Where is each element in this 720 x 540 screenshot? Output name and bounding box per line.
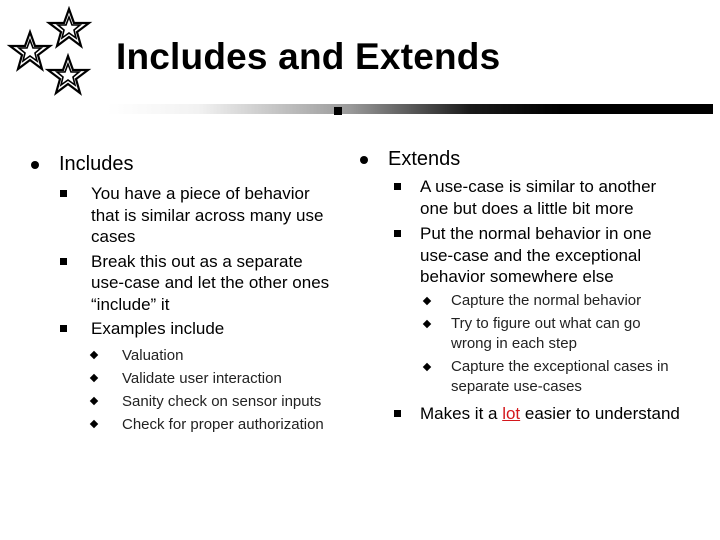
example-item [30,390,352,413]
diamond-bullet-icon [90,350,98,358]
square-bullet-icon [60,258,67,265]
extends-last-item-text [420,403,720,425]
title-divider-mark [334,107,342,115]
last-item-before: Makes it a [420,403,503,423]
diamond-bullet-icon [423,319,431,327]
square-bullet-icon [60,325,67,332]
diamond-bullet-icon [90,373,98,381]
includes-heading-text: Includes [59,153,134,175]
extends-subitem-text: Capture the normal behavior [451,291,642,309]
stars-logo-icon [4,6,100,102]
square-bullet-icon [394,183,401,190]
diamond-bullet-icon [423,362,431,370]
includes-heading [30,153,350,176]
emphasis-word: lot [502,403,521,423]
extends-subitem [359,314,681,354]
example-item-text: Check for proper authorization [122,415,324,433]
extends-item-text: A use-case is similar to another one but does a little bit more [420,177,657,218]
extends-subitem-text: Try to figure out what can go wrong in each step [451,314,641,352]
title-divider [107,104,713,114]
example-item-text: Validate user interaction [122,369,282,387]
example-item [30,413,352,436]
right-column [359,148,714,424]
square-bullet-icon [394,230,401,237]
dot-bullet-icon [31,161,39,169]
example-item [30,344,352,367]
extends-heading-text: Extends [388,148,461,170]
includes-item [30,251,331,316]
square-bullet-icon [394,410,401,417]
example-item [30,367,352,390]
extends-item-text: Put the normal behavior in one use-case and the exceptional behavior somewhere else [420,224,652,286]
extends-subitem [359,357,696,397]
includes-item-text: Examples include [91,319,225,338]
dot-bullet-icon [360,156,368,164]
diamond-bullet-icon [90,419,98,427]
extends-item [359,223,680,288]
includes-item [30,183,341,248]
includes-item [30,318,341,340]
example-item-text: Valuation [122,346,184,364]
extends-item [359,403,720,425]
square-bullet-icon [60,190,67,197]
includes-item-text: You have a piece of behavior that is similar across many use cases [91,184,324,246]
extends-subitem-text: Capture the exceptional cases in separate use-cases [451,357,669,395]
diamond-bullet-icon [423,296,431,304]
diamond-bullet-icon [90,396,98,404]
page-title: Includes and Extends [116,36,501,77]
includes-item-text: Break this out as a separate use-case and let the other ones “include” it [91,251,330,314]
extends-heading [359,148,714,171]
extends-item [359,176,680,219]
left-column [30,153,350,436]
extends-subitem [359,291,696,311]
last-item-after: easier to understand [520,403,680,423]
example-item-text: Sanity check on sensor inputs [122,392,322,410]
